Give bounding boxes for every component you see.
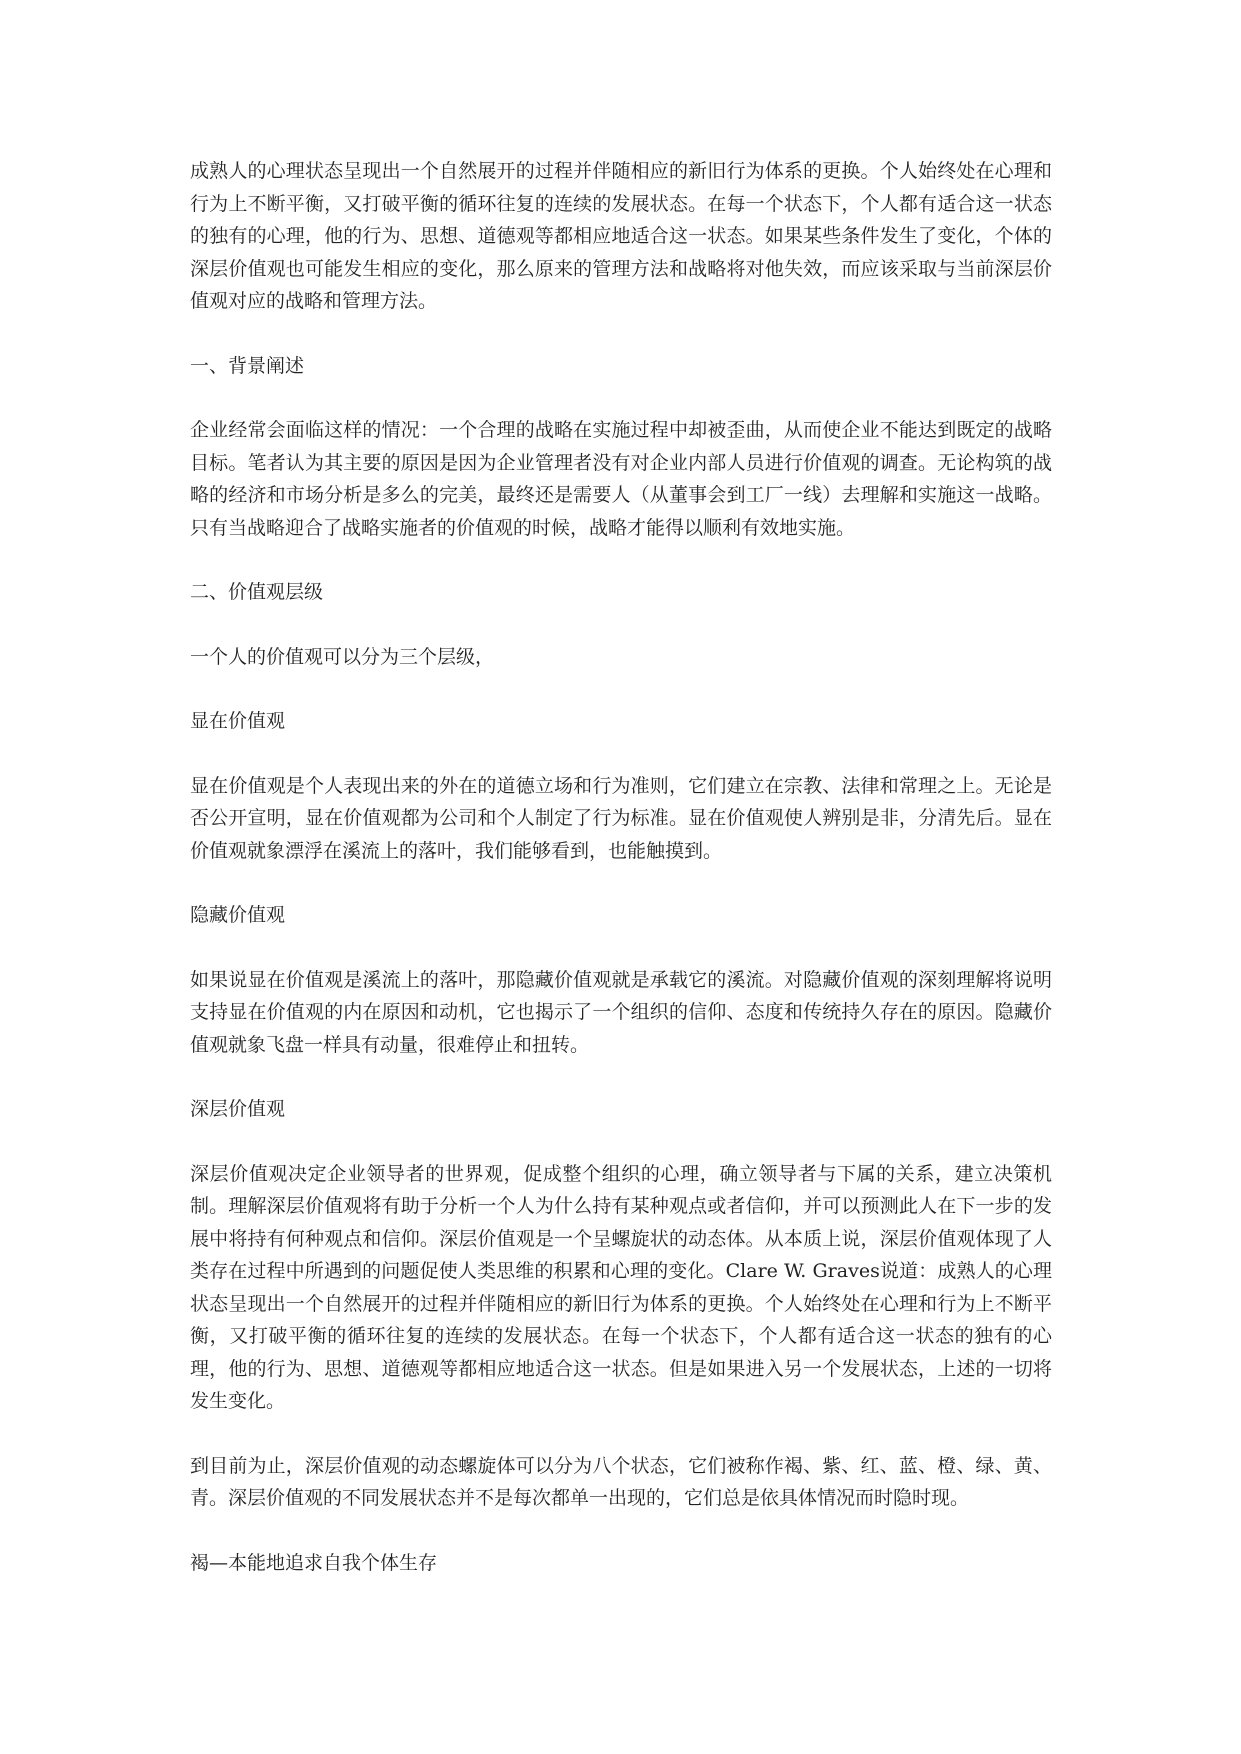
subheading-brown-state: 褐—本能地追求自我个体生存 [190, 1551, 438, 1574]
deep-values-paragraph: 深层价值观决定企业领导者的世界观，促成整个组织的心理，确立领导者与下属的关系，建立决策机制。理解深层价值观将有助于分析一个人为什么持有某种观点或者信仰，并可以预测此人在下一步的发展中将持有何种观点和信仰。深层价值观是一个呈螺旋状的动态体。从本质上说，深层价值观体现了人类存在过程中所遇到的问题促使人类思维的积累和心理的变化。Clare W. Graves说道：成熟人的心理状态呈现出一个自然展开的过程并伴随相应的新旧行为体系的更换。个人始终处在心理和行为上不断平衡，又打破平衡的循环往复的连续的发展状态。在每一个状态下，个人都有适合这一状态的独有的心理，他的行为、思想、道德观等都相应地适合这一状态。但是如果进入另一个发展状态，上述的一切将发生变化。 [190, 1162, 1052, 1412]
subheading-explicit-values: 显在价值观 [190, 710, 286, 732]
intro-paragraph: 成熟人的心理状态呈现出一个自然展开的过程并伴随相应的新旧行为体系的更换。个人始终处在心理和行为上不断平衡，又打破平衡的循环往复的连续的发展状态。在每一个状态下，个人都有适合这一状态的独有的心理，他的行为、思想、道德观等都相应地适合这一状态。如果某些条件发生了变化，个体的深层价值观也可能发生相应的变化，那么原来的管理方法和战略将对他失效，而应该采取与当前深层价值观对应的战略和管理方法。 [190, 160, 1052, 312]
spiral-states-paragraph: 到目前为止，深层价值观的动态螺旋体可以分为八个状态，它们被称作褐、紫、红、蓝、橙、绿、黄、青。深层价值观的不同发展状态并不是每次都单一出现的，它们总是依具体情况而时隐时现。 [190, 1454, 1052, 1509]
section-heading-background: 一、背景阐述 [190, 354, 305, 377]
hidden-values-paragraph: 如果说显在价值观是溪流上的落叶，那隐藏价值观就是承载它的溪流。对隐藏价值观的深刻理解将说明支持显在价值观的内在原因和动机，它也揭示了一个组织的信仰、态度和传统持久存在的原因。隐藏价值观就象飞盘一样具有动量，很难停止和扭转。 [190, 968, 1052, 1056]
subheading-hidden-values: 隐藏价值观 [190, 904, 286, 926]
explicit-values-paragraph: 显在价值观是个人表现出来的外在的道德立场和行为准则，它们建立在宗教、法律和常理之上。无论是否公开宣明，显在价值观都为公司和个人制定了行为标准。显在价值观使人辨别是非，分清先后。显在价值观就象漂浮在溪流上的落叶，我们能够看到，也能触摸到。 [190, 774, 1052, 862]
document-page [190, 155, 1052, 1611]
value-levels-intro: 一个人的价值观可以分为三个层级， [190, 645, 495, 668]
background-paragraph: 企业经常会面临这样的情况：一个合理的战略在实施过程中却被歪曲，从而使企业不能达到既定的战略目标。笔者认为其主要的原因是因为企业管理者没有对企业内部人员进行价值观的调查。无论构筑的战略的经济和市场分析是多么的完美，最终还是需要人（从董事会到工厂一线）去理解和实施这一战略。只有当战略迎合了战略实施者的价值观的时候，战略才能得以顺利有效地实施。 [190, 419, 1052, 539]
section-heading-value-levels: 二、价值观层级 [190, 581, 324, 603]
subheading-deep-values: 深层价值观 [190, 1098, 286, 1120]
